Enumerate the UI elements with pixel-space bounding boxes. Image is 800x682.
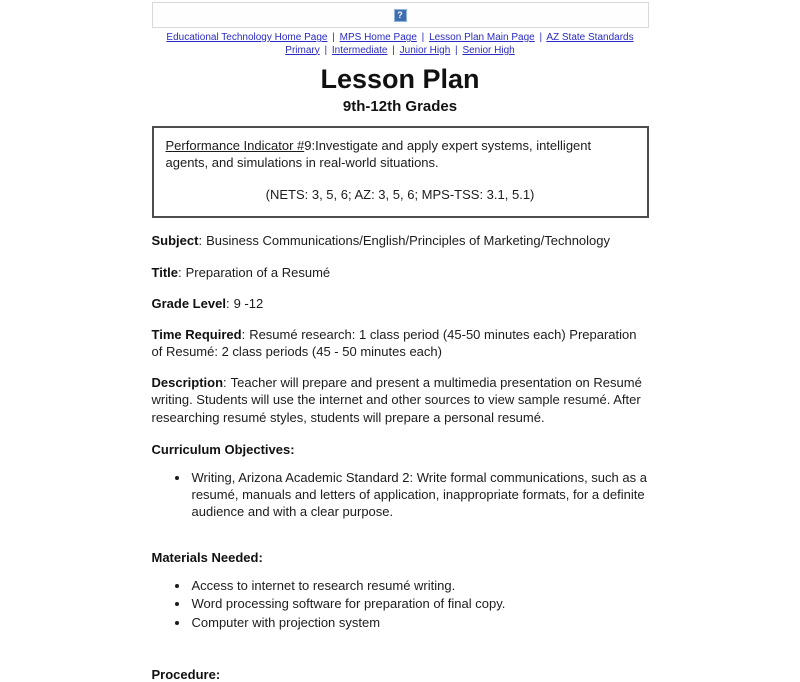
nav-separator: | — [539, 32, 543, 43]
materials-item: • Access to internet to research resumé writing. — [190, 577, 649, 594]
materials-needed-section — [152, 550, 649, 630]
materials-needed-list — [152, 577, 649, 630]
field-time-required-value: Resumé research: 1 class period (45-50 minutes each) Preparation of Resumé: 2 class periods (45 - 50 minutes each) — [151, 326, 637, 360]
field-title-value: Preparation of a Resumé — [185, 264, 331, 280]
nav-link-junior-high[interactable]: Junior High — [399, 44, 451, 56]
materials-item: • Computer with projection system — [190, 614, 649, 631]
colon: : — [198, 233, 203, 249]
colon: : — [225, 295, 230, 311]
performance-indicator-text — [166, 137, 635, 171]
field-time-required — [152, 326, 649, 360]
nav-separator: | — [324, 44, 328, 56]
nav-link-az-state-standards[interactable]: AZ State Standards — [546, 32, 634, 43]
field-title-label: Title — [151, 264, 178, 280]
nav-row-2 — [152, 45, 649, 58]
field-subject — [152, 232, 649, 249]
colon: : — [223, 375, 227, 391]
field-description-label: Description — [151, 375, 224, 391]
page-content — [152, 2, 649, 682]
field-grade-level — [152, 295, 649, 312]
nav-link-senior-high[interactable]: Senior High — [462, 44, 515, 56]
nav-row-1 — [152, 32, 649, 45]
performance-indicator-label: Performance Indicator # — [165, 138, 305, 153]
field-time-required-label: Time Required — [151, 326, 242, 342]
field-title — [152, 264, 649, 281]
colon: : — [215, 666, 221, 682]
nav-separator: | — [392, 44, 395, 56]
field-grade-level-label: Grade Level — [151, 295, 226, 311]
materials-needed-heading — [152, 550, 649, 565]
performance-indicator-box — [152, 126, 649, 218]
curriculum-objectives-heading-label: Curriculum Objectives — [151, 441, 291, 457]
page-title: Lesson Plan — [320, 64, 480, 94]
curriculum-objectives-heading — [152, 442, 649, 457]
colon: : — [290, 441, 295, 457]
broken-image-icon: ? — [394, 9, 407, 22]
field-description — [152, 374, 649, 425]
nav-separator: | — [421, 32, 425, 43]
nav-link-primary[interactable]: Primary — [285, 44, 320, 56]
nav-link-intermediate[interactable]: Intermediate — [331, 44, 388, 56]
nav-link-educational-technology-home-page[interactable]: Educational Technology Home Page — [166, 32, 328, 43]
nav-link-mps-home-page[interactable]: MPS Home Page — [339, 32, 417, 43]
curriculum-objective-item: • Writing, Arizona Academic Standard 2: Write formal communications, such as a resumé, manuals and letters of application, inappropriate formats, for a definite audience and with a clear purpose. — [190, 469, 649, 520]
colon: : — [241, 326, 246, 342]
curriculum-objectives-list — [152, 469, 649, 520]
colon: : — [178, 264, 182, 280]
procedure-heading-label: Procedure — [151, 666, 216, 682]
standards-line: (NETS: 3, 5, 6; AZ: 3, 5, 6; MPS-TSS: 3.1, 5.1) — [265, 187, 535, 203]
nav-separator: | — [455, 44, 458, 56]
procedure-heading — [152, 667, 649, 682]
colon: : — [258, 550, 263, 566]
materials-item: • Word processing software for preparation of final copy. — [190, 595, 649, 612]
field-subject-value: Business Communications/English/Principles of Marketing/Technology — [206, 233, 611, 249]
field-subject-label: Subject — [151, 233, 199, 249]
materials-needed-heading-label: Materials Needed — [151, 550, 259, 566]
nav-link-lesson-plan-main-page[interactable]: Lesson Plan Main Page — [429, 32, 535, 43]
field-description-value: Teacher will prepare and present a multimedia presentation on Resumé writing. Students will use the internet and other sources to view sample resumé. After researching resumé styles, students will prepare a personal resumé. — [151, 375, 642, 425]
field-grade-level-value: 9 -12 — [233, 295, 264, 311]
banner-placeholder — [152, 2, 649, 28]
nav-separator: | — [332, 32, 335, 43]
nav-links — [152, 32, 649, 57]
page-subtitle: 9th-12th Grades — [342, 98, 458, 115]
performance-indicator-body: 9:Investigate and apply expert systems, intelligent agents, and simulations in real-world situations. — [165, 138, 592, 171]
